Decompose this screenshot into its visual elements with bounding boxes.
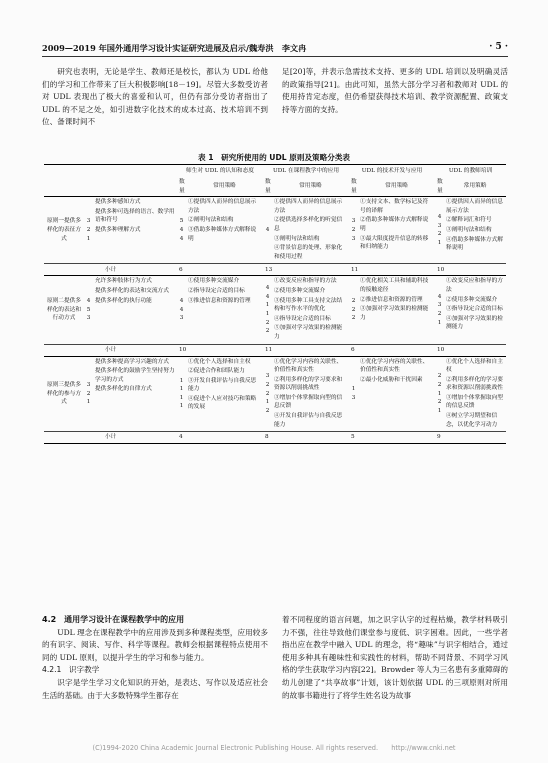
strategy-item: ①优化学习内容的关联性、价值性和真实性: [360, 358, 429, 374]
strategy-item: ②指导设定合适的目标: [188, 287, 245, 294]
dimension-cell: [93, 276, 177, 344]
strategy-item: ③使用多种工具支持文法结构和写作水平的优化: [274, 297, 343, 313]
dimension-cell: [93, 197, 177, 264]
strategy-cell: [444, 276, 506, 344]
group-header: UDL 的技术开发与应用: [349, 165, 435, 178]
group-header: 师生对 UDL 的认知和态度: [177, 165, 263, 178]
top-right-paragraph: 足[20]等，并表示急需技术支持、更多的 UDL 培训以及明确灵活的政策指导[21]。由此可知，虽然大部分学习者和教师对 UDL 的使用持肯定态度，但仍希望获得技术培训、教学资源配置、政策支持等方面的支持。: [282, 67, 508, 114]
count-cell: 2 2 2: [351, 298, 356, 322]
table-row: [44, 356, 506, 432]
running-header: [42, 42, 508, 57]
count-cell: 3 2 3: [351, 218, 356, 242]
count-header: 数量: [349, 177, 358, 197]
subtotal-row: [44, 344, 506, 356]
subtotal-value: 13: [263, 264, 272, 276]
strategy-item: ③推进信息和资源的管理: [188, 297, 251, 304]
bottom-right-column: [282, 614, 508, 702]
strategy-item: ③开发自我评估与自我反思能力: [188, 377, 257, 393]
strategy-item: ②使用多种交流媒介: [274, 287, 326, 294]
subtotal-value: 5: [349, 432, 358, 444]
section-heading: 4.2 通用学习设计在课程教学中的应用: [42, 615, 185, 624]
count-cell: 2 2 1 2 1: [437, 373, 442, 414]
subtotal-row: [44, 432, 506, 444]
strategy-item: ②最小化威胁和干扰因素: [360, 376, 423, 383]
strategy-item: 提供多样化的自律方式: [95, 386, 152, 393]
strategy-item: ①优化相关工具和辅助科技的接触途径: [360, 278, 429, 293]
subtotal-label: 小计: [44, 432, 177, 444]
strategy-item: ④指导设定合适的目标: [274, 315, 331, 322]
count-cell: 4 5 3: [86, 298, 91, 322]
strategy-item: ②提供选择多样化的听觉信息: [274, 217, 343, 232]
subtotal-row: [44, 264, 506, 276]
group-header: UDL 的教师培训: [435, 165, 506, 178]
table-group-header-row: [44, 165, 506, 178]
strategy-header: 常用策略: [358, 177, 435, 197]
top-left-paragraph: 研究也表明，无论是学生、教师还是校长，都认为 UDL 给他们的学习和工作带来了巨大积极影响[18－19]。尽管大多数受访者对 UDL 表现出了极大的喜爱和认可，但仍有部分受访者指出了 UDL 的不足之处，如引进数字化技术的成本过高、技术培训不到位、备课时间不: [42, 67, 268, 127]
count-cell: 3 2 1: [86, 218, 91, 242]
count-cell: 1 3: [351, 386, 356, 401]
strategy-item: ④树立学习期望和信念，以优化学习动力: [446, 413, 498, 428]
strategy-cell: [272, 276, 349, 344]
table-row: [44, 197, 506, 264]
subtotal-value: 11: [263, 344, 272, 356]
subtotal-value: 10: [435, 264, 444, 276]
strategy-item: 提供多样化的表达和交流方式: [95, 287, 169, 294]
subtotal-label: 小计: [44, 264, 177, 276]
strategy-item: ②促进合作和团队能力: [188, 368, 245, 375]
strategy-cell: [272, 356, 349, 432]
copyright-footer: (C)1994-2020 China Academic Journal Electronic Publishing House. All rights reserved. http://www.cnki.net: [92, 744, 456, 752]
strategy-cell: [444, 197, 506, 264]
strategy-item: ④加强对学习效果的检测能力: [446, 315, 503, 331]
strategy-cell: [186, 356, 263, 432]
strategy-item: ①改变反应和指导的方法: [274, 278, 337, 285]
strategy-item: ①改变反应和指导的方法: [446, 278, 503, 293]
count-cell: 4 3 2 1: [437, 293, 442, 326]
principle-cell: 原则二提供多样化的表达和行动方式: [46, 298, 82, 322]
strategy-item: ①优化学习内容的关联性、价值性和真实性: [274, 358, 343, 374]
strategy-item: ①使用多种交流媒介: [188, 278, 240, 285]
strategy-item: ③指导设定合适的目标: [446, 306, 503, 313]
subtotal-value: 4: [177, 432, 186, 444]
strategy-item: ③最大限度提升信息的转移和归纳能力: [360, 235, 429, 251]
subtotal-value: 8: [263, 432, 272, 444]
count-cell: 4 3 2 1: [437, 214, 442, 246]
subtotal-value: 6: [349, 344, 358, 356]
group-header: UDL 在课程教学中的应用: [263, 165, 349, 178]
dimension-cell: [93, 356, 177, 432]
count-cell: 4 4 3: [179, 298, 184, 322]
strategy-item: ②使用多种交流媒介: [446, 296, 498, 303]
section-paragraph: 着不同程度的语言问题，加之识字认字的过程枯燥，教学材料吸引力不强，往往导致他们课堂参与度低、识字困难。因此，一些学者指出应在教学中融入 UDL 的理念，将“趣味”与识字相结合，通过使用多种具有趣味性和实践性的材料，帮助不同背景、不同学习风格的学生获取学习内容[22]。Browder 等人为三名患有多重障碍的幼儿创建了“共享故事”计划，该计划依据 UDL 的三项原则对所用的故事书籍进行了将学生姓名设为故事: [282, 615, 508, 700]
table-sub-header-row: [44, 177, 506, 197]
subtotal-value: 10: [177, 344, 186, 356]
strategy-item: ②解释词汇和符号: [446, 217, 492, 224]
strategy-header: 常用策略: [444, 177, 506, 197]
strategy-item: ①提供四人而异的信息展示方法: [274, 199, 343, 214]
strategy-item: ③加强对学习效果的检测能力: [360, 306, 429, 321]
section-paragraph: UDL 理念在课程教学中的应用涉及到多种课程类型，应用较多的有识字、阅读、写作、科学等课程。教师会根据课程特点使用不同的 UDL 原则，以提升学生的学习和参与能力。: [42, 627, 268, 662]
strategy-item: ⑤加强对学习效果的检测能力: [274, 325, 343, 340]
strategy-item: ④开发自我评估与自我反思能力: [274, 413, 343, 428]
strategy-cell: [272, 197, 349, 264]
subtotal-value: 9: [435, 432, 444, 444]
count-cell: 4 4 1 1 2 2: [265, 285, 270, 335]
count-header: 数量: [263, 177, 272, 197]
strategy-item: 提供多样化的鼓励学生坚持努力学习的方式: [95, 368, 175, 383]
strategy-item: ③阐明句法和结构: [274, 235, 320, 242]
count-cell: 3 2 2 1 2: [265, 373, 270, 414]
top-right-column: [282, 66, 508, 116]
strategy-item: ①优化个人选择和自主权: [446, 358, 503, 374]
header-title: 2009—2019 年国外通用学习设计实证研究进展及启示/魏寿洪 李文冉: [42, 43, 307, 53]
strategy-item: ①支持文本、数学标记及符号的译解: [360, 199, 429, 214]
strategy-item: ④借助多种媒体方式解释说明: [446, 236, 503, 252]
section-paragraph: 识字是学生学习文化知识的开始，是表达、写作以及适应社会生活的基础。由于大多数特殊学生都存在: [42, 677, 268, 700]
udl-strategy-table: [44, 164, 506, 444]
strategy-item: ②利用多样化的学习要求和资源以削弱挑战性: [446, 376, 503, 392]
strategy-item: ④背景信息的处理、形象化和使用过程: [274, 245, 343, 260]
strategy-item: ①提供四人而异的信息展示方法: [188, 199, 257, 214]
strategy-item: ①提供因人而异的信息展示方法: [446, 199, 503, 214]
strategy-item: ①优化个人选择和自主权: [188, 358, 251, 365]
subtotal-value: 11: [349, 264, 358, 276]
strategy-item: 提供多样化的执行功能: [95, 297, 152, 304]
strategy-item: 提供多种提高学习兴趣的方式: [95, 358, 169, 365]
strategy-item: ②利用多样化的学习要求和资源以削弱挑战性: [274, 376, 343, 392]
strategy-item: ③阐明句法和结构: [446, 226, 492, 233]
strategy-item: 允许多种肢体行为方式: [95, 278, 152, 285]
strategy-item: ④促进个人应对技巧和策略的发展: [188, 395, 257, 411]
strategy-cell: [186, 276, 263, 344]
count-cell: 3 2 1: [86, 381, 91, 406]
strategy-cell: [358, 197, 435, 264]
strategy-item: ③借助多种媒体方式解释说明: [188, 226, 257, 242]
subsection-heading: 4.2.1 识字教学: [42, 665, 100, 675]
table-body: [44, 197, 506, 444]
strategy-header: 常用策略: [272, 177, 349, 197]
strategy-cell: [358, 276, 435, 344]
table-caption: 表 1 研究所使用的 UDL 原则及策略分类表: [197, 153, 351, 162]
subtotal-label: 小计: [44, 344, 177, 356]
count-header: 数量: [177, 177, 186, 197]
strategy-cell: [358, 356, 435, 432]
count-header: 数量: [435, 177, 444, 197]
principle-cell: 原则一提供多样化的表征方式: [46, 218, 82, 242]
strategy-cell: [444, 356, 506, 432]
table-row: [44, 276, 506, 344]
strategy-item: ②阐明句法和结构: [188, 217, 234, 224]
strategy-item: ③增加个体掌握取向型的信息反馈: [446, 394, 503, 410]
page-number: · 5 ·: [489, 42, 508, 52]
strategy-item: ②借助多种媒体方式解释说明: [360, 217, 429, 232]
strategy-item: ③增加个体掌握取向型的信息反馈: [274, 394, 343, 410]
count-cell: 1 1 1 1: [179, 377, 184, 410]
strategy-item: 提供多种感知方式: [95, 199, 141, 206]
strategy-cell: [186, 197, 263, 264]
strategy-item: 提供多种理解方式: [95, 226, 141, 233]
count-cell: 4: [265, 226, 270, 233]
principle-cell: 原则三提供多样化的参与方式: [46, 381, 82, 406]
bottom-left-column: [42, 614, 268, 702]
subtotal-value: 6: [177, 264, 186, 276]
count-cell: 5 4 4: [179, 218, 184, 242]
strategy-header: 常用策略: [186, 177, 263, 197]
top-left-column: [42, 66, 268, 129]
strategy-item: ②推进信息和资源的管理: [360, 296, 423, 303]
strategy-item: 提供多种可选择的语言、数学用语和符号: [95, 208, 175, 224]
subtotal-value: 10: [435, 344, 444, 356]
